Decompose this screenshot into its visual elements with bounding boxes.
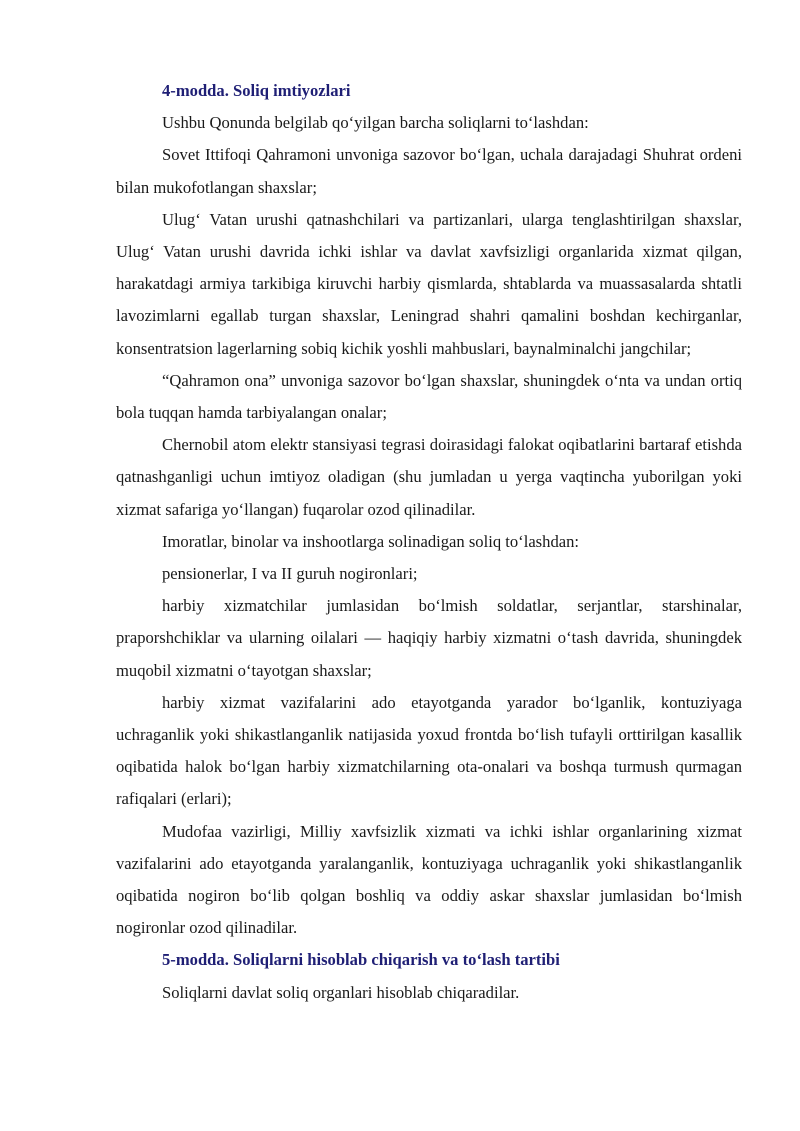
article-4-paragraph-9: harbiy xizmat vazifalarini ado etayotganda yarador bo‘lganlik, kontuziyaga uchraganlik yoki shikastlanganlik natijasida yoxud frontda bo‘lish tufayli orttirilgan kasallik oqibatida halok bo‘lgan harbiy xizmatchilarning ota-onalari va boshqa turmush qurmagan rafiqalari (erlari);	[116, 692, 742, 809]
article-4-paragraph-6: Imoratlar, binolar va inshootlarga solinadigan soliq to‘lashdan:	[162, 531, 580, 551]
article-4-paragraph-1: Ushbu Qonunda belgilab qo‘yilgan barcha soliqlarni to‘lashdan:	[162, 113, 589, 133]
document-page	[116, 75, 742, 1009]
article-5-heading: 5-modda. Soliqlarni hisoblab chiqarish va to‘lash tartibi	[162, 950, 560, 970]
article-5-paragraph-1: Soliqlarni davlat soliq organlari hisoblab chiqaradilar.	[162, 982, 520, 1002]
article-4-paragraph-7: pensionerlar, I va II guruh nogironlari;	[162, 564, 418, 584]
article-4-heading: 4-modda. Soliq imtiyozlari	[162, 81, 351, 100]
article-4-paragraph-3: Ulug‘ Vatan urushi qatnashchilari va partizanlari, ularga tenglashtirilgan shaxslar, Ulug‘ Vatan urushi davrida ichki ishlar va davlat xavfsizligi organlarida xizmat qilgan, harakatdagi armiya tarkibiga kiruvchi harbiy qismlarda, shtablarda va muassasalarda shtatli lavozimlarni egallab turgan shaxslar, Leningrad shahri qamalini boshdan kechirganlar, konsentratsion lagerlarning sobiq kichik yoshli mahbuslari, baynalminalchi jangchilar;	[116, 209, 742, 358]
article-4-paragraph-4: “Qahramon ona” unvoniga sazovor bo‘lgan shaxslar, shuningdek o‘nta va undan ortiq bola tuqqan hamda tarbiyalangan onalar;	[116, 370, 742, 423]
article-4-paragraph-5: Chernobil atom elektr stansiyasi tegrasi doirasidagi falokat oqibatlarini bartaraf etishda qatnashganligi uchun imtiyoz oladigan (shu jumladan u yerga vaqtincha yuborilgan yoki xizmat safariga yo‘llangan) fuqarolar ozod qilinadilar.	[116, 435, 742, 519]
article-4-paragraph-8: harbiy xizmatchilar jumlasidan bo‘lmish soldatlar, serjantlar, starshinalar, praporshchiklar va ularning oilalari — haqiqiy harbiy xizmatni o‘tash davrida, shuningdek muqobil xizmatni o‘tayotgan shaxslar;	[116, 596, 742, 680]
article-4-paragraph-10: Mudofaa vazirligi, Milliy xavfsizlik xizmati va ichki ishlar organlarining xizmat vazifalarini ado etayotganda yaralanganlik, kontuziyaga uchraganlik yoki shikastlanganlik oqibatida nogiron bo‘lib qolgan boshliq va oddiy askar shaxslar jumlasidan bo‘lmish nogironlar ozod qilinadilar.	[116, 821, 742, 938]
article-4-paragraph-2: Sovet Ittifoqi Qahramoni unvoniga sazovor bo‘lgan, uchala darajadagi Shuhrat ordeni bilan mukofotlangan shaxslar;	[116, 145, 742, 197]
